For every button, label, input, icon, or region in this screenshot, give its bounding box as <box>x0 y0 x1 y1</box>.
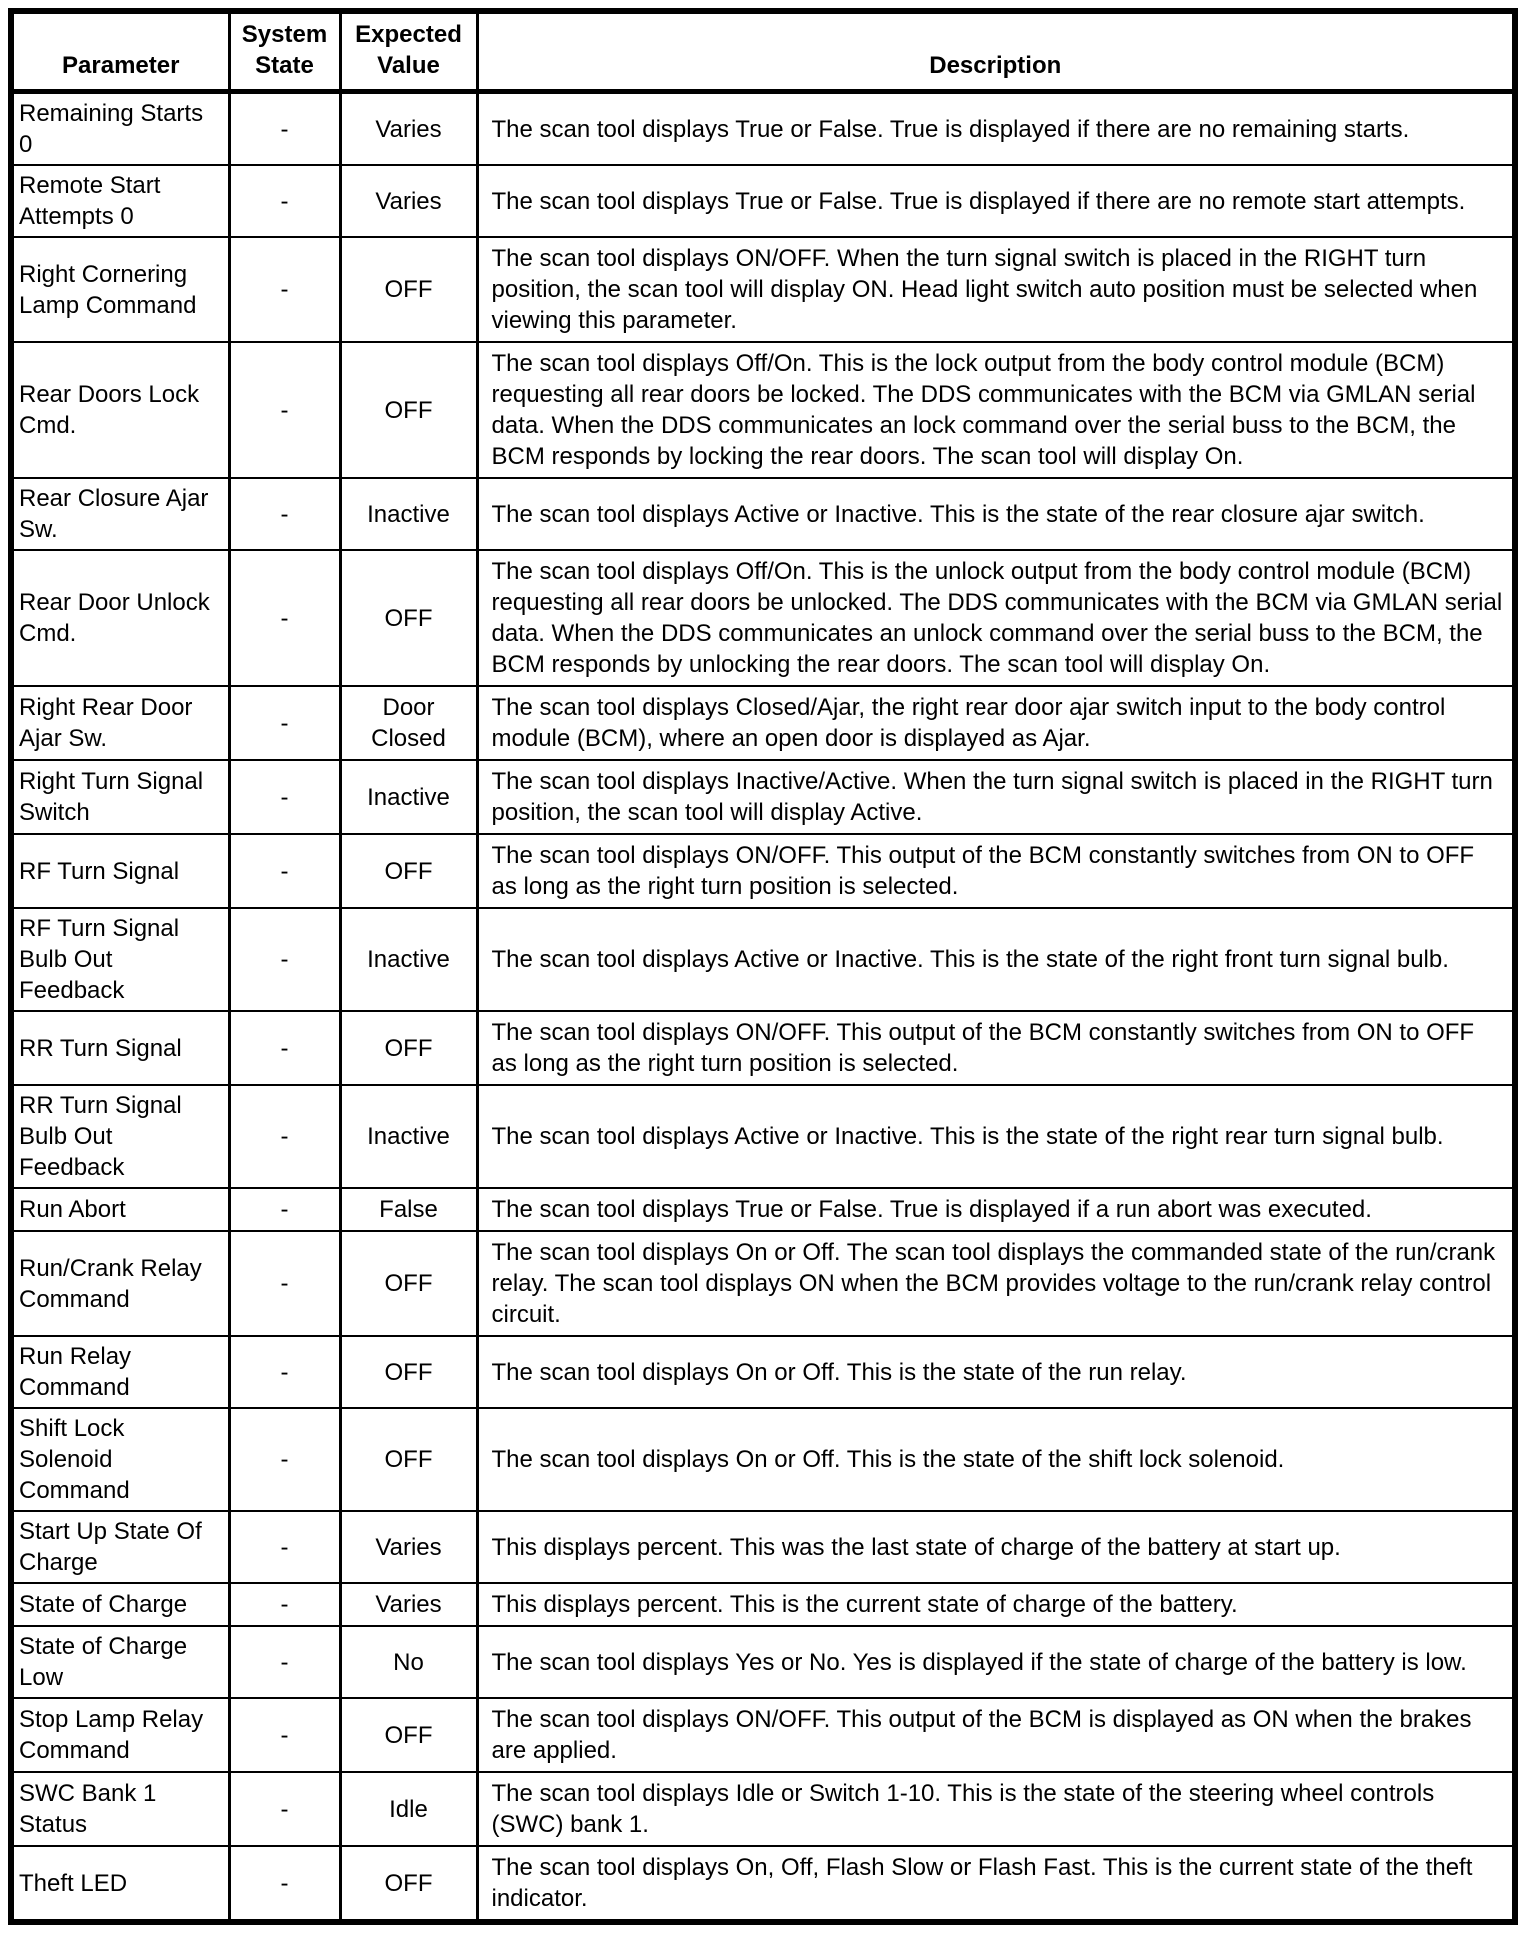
table-row <box>11 550 1515 686</box>
table-row <box>11 1698 1515 1772</box>
table-row <box>11 1772 1515 1846</box>
expected-value-cell: Inactive <box>340 478 477 550</box>
system-state-cell: - <box>229 478 340 550</box>
expected-value-cell: Varies <box>340 92 477 166</box>
system-state-cell: - <box>229 1085 340 1188</box>
system-state-cell: - <box>229 1583 340 1626</box>
parameter-cell: Right Cornering Lamp Command <box>11 237 229 342</box>
system-state-cell: - <box>229 1772 340 1846</box>
description-cell: The scan tool displays On or Off. This is the state of the shift lock solenoid. <box>477 1408 1515 1511</box>
expected-value-cell: OFF <box>340 834 477 908</box>
column-header-expected-value: Expected Value <box>340 11 477 92</box>
parameter-cell: Right Rear Door Ajar Sw. <box>11 686 229 760</box>
column-header-parameter: Parameter <box>11 11 229 92</box>
system-state-cell: - <box>229 342 340 478</box>
description-cell: The scan tool displays On or Off. The scan tool displays the commanded state of the run/crank relay. The scan tool displays ON when the BCM provides voltage to the run/crank relay control circuit. <box>477 1231 1515 1336</box>
expected-value-cell: OFF <box>340 1408 477 1511</box>
expected-value-cell: False <box>340 1188 477 1231</box>
system-state-cell: - <box>229 1011 340 1085</box>
table-body <box>11 92 1515 1923</box>
table-row <box>11 1011 1515 1085</box>
parameter-cell: SWC Bank 1 Status <box>11 1772 229 1846</box>
description-cell: The scan tool displays Inactive/Active. When the turn signal switch is placed in the RIGHT turn position, the scan tool will display Active. <box>477 760 1515 834</box>
expected-value-cell: Inactive <box>340 908 477 1011</box>
table-row <box>11 1085 1515 1188</box>
description-cell: The scan tool displays True or False. True is displayed if there are no remote start attempts. <box>477 165 1515 237</box>
table-row <box>11 237 1515 342</box>
column-header-description: Description <box>477 11 1515 92</box>
parameter-cell: Rear Doors Lock Cmd. <box>11 342 229 478</box>
expected-value-cell: Inactive <box>340 760 477 834</box>
parameter-cell: RF Turn Signal Bulb Out Feedback <box>11 908 229 1011</box>
description-cell: The scan tool displays ON/OFF. This output of the BCM is displayed as ON when the brakes are applied. <box>477 1698 1515 1772</box>
table-row <box>11 1408 1515 1511</box>
system-state-cell: - <box>229 834 340 908</box>
description-cell: The scan tool displays On, Off, Flash Slow or Flash Fast. This is the current state of the theft indicator. <box>477 1846 1515 1922</box>
table-row <box>11 686 1515 760</box>
table-row <box>11 1336 1515 1408</box>
parameter-cell: Stop Lamp Relay Command <box>11 1698 229 1772</box>
parameter-cell: Run Relay Command <box>11 1336 229 1408</box>
table-row <box>11 834 1515 908</box>
description-cell: The scan tool displays On or Off. This is the state of the run relay. <box>477 1336 1515 1408</box>
parameter-cell: Rear Closure Ajar Sw. <box>11 478 229 550</box>
scan-tool-parameter-table <box>8 8 1518 1925</box>
expected-value-cell: OFF <box>340 1698 477 1772</box>
expected-value-cell: Varies <box>340 1583 477 1626</box>
table-row <box>11 165 1515 237</box>
table-row <box>11 1511 1515 1583</box>
expected-value-cell: Idle <box>340 1772 477 1846</box>
parameter-cell: Run Abort <box>11 1188 229 1231</box>
parameter-cell: Rear Door Unlock Cmd. <box>11 550 229 686</box>
parameter-cell: Shift Lock Solenoid Command <box>11 1408 229 1511</box>
table-row <box>11 1583 1515 1626</box>
description-cell: The scan tool displays Active or Inactive. This is the state of the rear closure ajar switch. <box>477 478 1515 550</box>
system-state-cell: - <box>229 1698 340 1772</box>
table-row <box>11 92 1515 166</box>
table-row <box>11 1188 1515 1231</box>
header-row <box>11 11 1515 92</box>
expected-value-cell: OFF <box>340 1846 477 1922</box>
expected-value-cell: Door Closed <box>340 686 477 760</box>
expected-value-cell: Inactive <box>340 1085 477 1188</box>
system-state-cell: - <box>229 237 340 342</box>
parameter-cell: State of Charge <box>11 1583 229 1626</box>
system-state-cell: - <box>229 1408 340 1511</box>
description-cell: The scan tool displays Off/On. This is the unlock output from the body control module (BCM) requesting all rear doors be unlocked. The DDS communicates with the BCM via GMLAN serial data. When the DDS communicates an unlock command over the serial buss to the BCM, the BCM responds by unlocking the rear doors. The scan tool will display On. <box>477 550 1515 686</box>
system-state-cell: - <box>229 1846 340 1922</box>
expected-value-cell: OFF <box>340 1336 477 1408</box>
description-cell: The scan tool displays Active or Inactive. This is the state of the right rear turn signal bulb. <box>477 1085 1515 1188</box>
parameter-cell: Right Turn Signal Switch <box>11 760 229 834</box>
parameter-cell: RR Turn Signal Bulb Out Feedback <box>11 1085 229 1188</box>
expected-value-cell: Varies <box>340 165 477 237</box>
system-state-cell: - <box>229 92 340 166</box>
parameter-cell: Theft LED <box>11 1846 229 1922</box>
system-state-cell: - <box>229 686 340 760</box>
expected-value-cell: OFF <box>340 342 477 478</box>
description-cell: The scan tool displays ON/OFF. When the turn signal switch is placed in the RIGHT turn position, the scan tool will display ON. Head light switch auto position must be selected when viewing this parameter. <box>477 237 1515 342</box>
expected-value-cell: OFF <box>340 550 477 686</box>
parameter-cell: State of Charge Low <box>11 1626 229 1698</box>
table-row <box>11 478 1515 550</box>
column-header-system-state: System State <box>229 11 340 92</box>
description-cell: The scan tool displays Idle or Switch 1-10. This is the state of the steering wheel controls (SWC) bank 1. <box>477 1772 1515 1846</box>
system-state-cell: - <box>229 550 340 686</box>
expected-value-cell: OFF <box>340 237 477 342</box>
description-cell: The scan tool displays Active or Inactive. This is the state of the right front turn signal bulb. <box>477 908 1515 1011</box>
table-row <box>11 1626 1515 1698</box>
description-cell: The scan tool displays Yes or No. Yes is displayed if the state of charge of the battery is low. <box>477 1626 1515 1698</box>
parameter-cell: Run/Crank Relay Command <box>11 1231 229 1336</box>
description-cell: This displays percent. This is the current state of charge of the battery. <box>477 1583 1515 1626</box>
system-state-cell: - <box>229 1511 340 1583</box>
expected-value-cell: OFF <box>340 1011 477 1085</box>
description-cell: The scan tool displays ON/OFF. This output of the BCM constantly switches from ON to OFF as long as the right turn position is selected. <box>477 834 1515 908</box>
system-state-cell: - <box>229 908 340 1011</box>
table-row <box>11 908 1515 1011</box>
expected-value-cell: OFF <box>340 1231 477 1336</box>
parameter-cell: RR Turn Signal <box>11 1011 229 1085</box>
table-row <box>11 760 1515 834</box>
system-state-cell: - <box>229 1336 340 1408</box>
system-state-cell: - <box>229 1231 340 1336</box>
description-cell: This displays percent. This was the last state of charge of the battery at start up. <box>477 1511 1515 1583</box>
table-row <box>11 1231 1515 1336</box>
description-cell: The scan tool displays True or False. True is displayed if a run abort was executed. <box>477 1188 1515 1231</box>
parameter-cell: RF Turn Signal <box>11 834 229 908</box>
description-cell: The scan tool displays Closed/Ajar, the right rear door ajar switch input to the body control module (BCM), where an open door is displayed as Ajar. <box>477 686 1515 760</box>
system-state-cell: - <box>229 1188 340 1231</box>
parameter-cell: Remote Start Attempts 0 <box>11 165 229 237</box>
system-state-cell: - <box>229 1626 340 1698</box>
description-cell: The scan tool displays True or False. True is displayed if there are no remaining starts. <box>477 92 1515 166</box>
parameter-cell: Remaining Starts 0 <box>11 92 229 166</box>
expected-value-cell: No <box>340 1626 477 1698</box>
table-row <box>11 1846 1515 1922</box>
expected-value-cell: Varies <box>340 1511 477 1583</box>
system-state-cell: - <box>229 165 340 237</box>
table-row <box>11 342 1515 478</box>
system-state-cell: - <box>229 760 340 834</box>
parameter-cell: Start Up State Of Charge <box>11 1511 229 1583</box>
description-cell: The scan tool displays ON/OFF. This output of the BCM constantly switches from ON to OFF as long as the right turn position is selected. <box>477 1011 1515 1085</box>
description-cell: The scan tool displays Off/On. This is the lock output from the body control module (BCM) requesting all rear doors be locked. The DDS communicates with the BCM via GMLAN serial data. When the DDS communicates an lock command over the serial buss to the BCM, the BCM responds by locking the rear doors. The scan tool will display On. <box>477 342 1515 478</box>
